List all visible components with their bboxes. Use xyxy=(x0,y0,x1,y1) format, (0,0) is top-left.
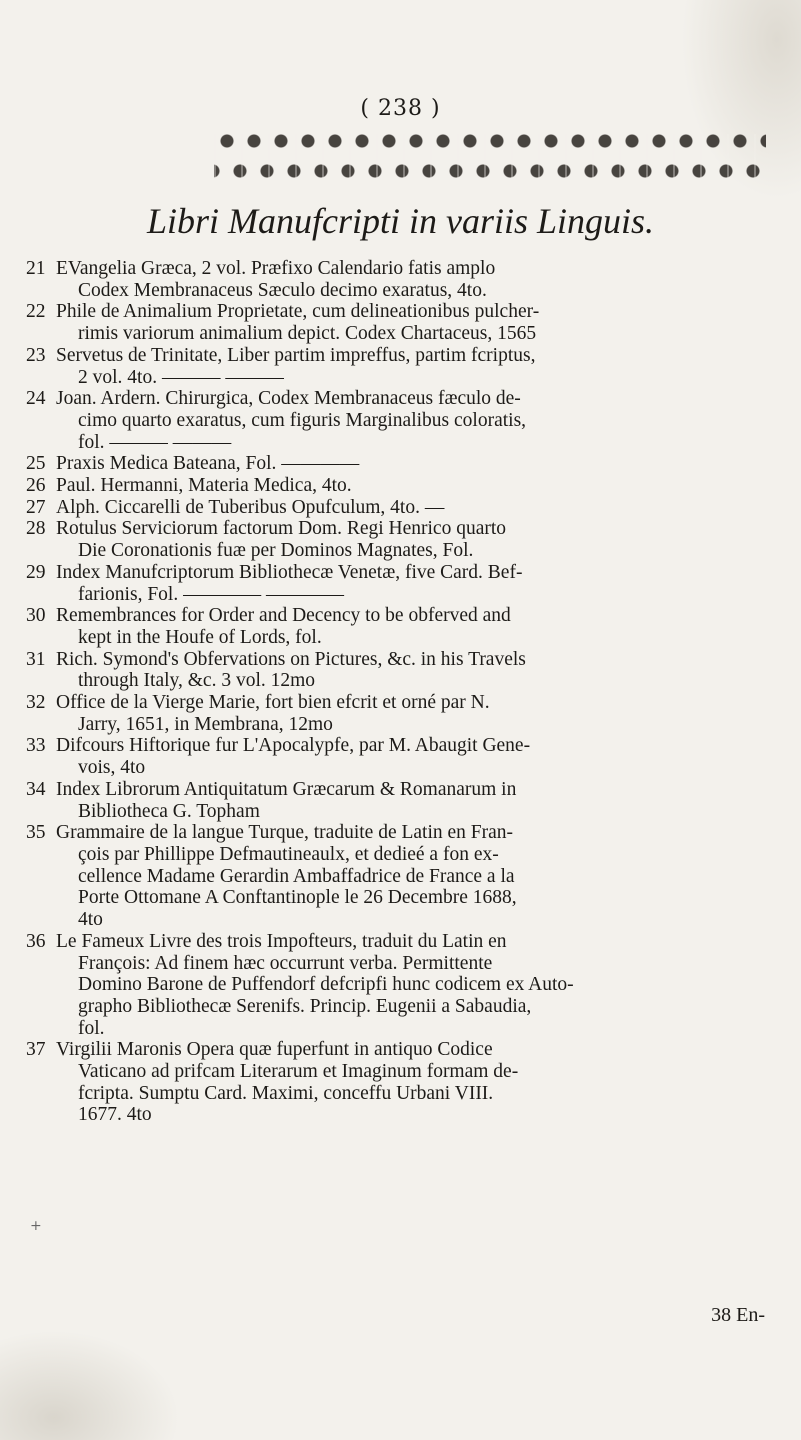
catalogue-entry xyxy=(20,692,792,735)
entry-text xyxy=(56,779,792,822)
entry-text xyxy=(56,735,792,778)
entry-line: through Italy, &c. 3 vol. 12mo xyxy=(78,670,316,692)
entry-line: fol. ——— ——— xyxy=(78,431,232,453)
entry-line: Jarry, 1651, in Membrana, 12mo xyxy=(78,713,333,735)
entry-number: 25 xyxy=(26,453,46,475)
catalogue-entry xyxy=(20,475,792,497)
entry-text xyxy=(56,475,792,497)
catalogue-entry xyxy=(20,605,792,648)
catalogue-entry xyxy=(20,518,792,561)
entry-line: Rotulus Serviciorum factorum Dom. Regi Henrico quarto xyxy=(56,518,507,540)
entry-line: Servetus de Trinitate, Liber partim impreffus, partim fcriptus, xyxy=(56,344,536,366)
entry-line: 1677. 4to xyxy=(78,1104,152,1126)
entry-line: fol. xyxy=(78,1017,105,1039)
entry-line: 4to xyxy=(78,909,103,931)
entry-number: 24 xyxy=(26,388,46,410)
entry-number: 34 xyxy=(26,778,46,800)
entry-text xyxy=(56,301,792,344)
catalogue-entry xyxy=(20,1039,792,1126)
entry-number: 22 xyxy=(26,301,46,323)
entry-line: kept in the Houfe of Lords, fol. xyxy=(78,626,322,648)
entry-line: Rich. Symond's Obfervations on Pictures, &c. in his Travels xyxy=(56,648,526,670)
catalogue-entry xyxy=(20,258,792,301)
entry-line: fcripta. Sumptu Card. Maximi, conceffu Urbani VIII. xyxy=(78,1082,494,1104)
entry-line: Vaticano ad prifcam Literarum et Imaginum formam de- xyxy=(78,1061,519,1083)
entry-line: cellence Madame Gerardin Ambaffadrice de France a la xyxy=(78,865,515,887)
entry-line: Domino Barone de Puffendorf defcripfi hunc codicem ex Auto- xyxy=(78,974,574,996)
catalogue-entry xyxy=(20,453,792,475)
entry-line: grapho Bibliothecæ Serenifs. Princip. Eugenii a Sabaudia, xyxy=(78,995,532,1017)
page-number: ( 238 ) xyxy=(360,96,441,121)
entry-number: 21 xyxy=(26,258,46,279)
entry-line: rimis variorum animalium depict. Codex Chartaceus, 1565 xyxy=(78,323,537,345)
entry-text xyxy=(56,518,792,561)
catalogue-entry xyxy=(20,649,792,692)
catalogue-entry xyxy=(20,497,792,519)
entry-number: 31 xyxy=(26,648,46,670)
catalogue-entry xyxy=(20,735,792,778)
entry-number: 35 xyxy=(26,822,46,844)
entry-text xyxy=(56,258,792,301)
section-title: Libri Manufcripti in variis Linguis. xyxy=(146,201,655,241)
entry-line: Virgilii Maronis Opera quæ fuperfunt in antiquo Codice xyxy=(56,1039,493,1061)
entry-number: 36 xyxy=(26,930,46,952)
entry-number: 26 xyxy=(26,475,46,497)
catalogue-entry xyxy=(20,931,792,1040)
entry-text xyxy=(56,345,792,388)
entry-line: Le Fameux Livre des trois Impofteurs, traduit du Latin en xyxy=(56,930,507,952)
entry-line: farionis, Fol. ———— ———— xyxy=(78,583,344,605)
entry-line: Grammaire de la langue Turque, traduite de Latin en Fran- xyxy=(56,822,514,844)
entry-line: Phile de Animalium Proprietate, cum delineationibus pulcher- xyxy=(56,301,540,323)
entry-number: 28 xyxy=(26,518,46,540)
entry-line: Codex Membranaceus Sæculo decimo exaratus, 4to. xyxy=(78,279,487,301)
entry-number: 30 xyxy=(26,605,46,627)
entry-text xyxy=(56,649,792,692)
entry-text xyxy=(56,562,792,605)
entry-text xyxy=(56,692,792,735)
paper-stain xyxy=(0,1330,180,1440)
catalogue-entry xyxy=(20,345,792,388)
entry-line: EVangelia Græca, 2 vol. Præfixo Calendario fatis amplo xyxy=(56,258,496,279)
entry-line: Porte Ottomane A Conftantinople le 26 Decembre 1688, xyxy=(78,887,517,909)
entry-text xyxy=(56,822,792,931)
margin-mark: + xyxy=(30,1218,42,1234)
entry-number: 27 xyxy=(26,496,46,518)
entry-number: 33 xyxy=(26,735,46,757)
catalogue-entry xyxy=(20,779,792,822)
entry-line: 2 vol. 4to. ——— ——— xyxy=(78,366,284,388)
decorative-border-ornament xyxy=(214,126,766,186)
entry-line: cimo quarto exaratus, cum figuris Marginalibus coloratis, xyxy=(78,409,527,431)
entry-line: Difcours Hiftorique fur L'Apocalypfe, par M. Abaugit Gene- xyxy=(56,735,531,757)
entry-line: çois par Phillippe Defmautineaulx, et dedieé a fon ex- xyxy=(78,843,499,865)
entry-line: Alph. Ciccarelli de Tuberibus Opufculum, 4to. — xyxy=(56,496,445,518)
entry-line: Index Librorum Antiquitatum Græcarum & Romanarum in xyxy=(56,778,517,800)
entry-text xyxy=(56,388,792,453)
entry-line: Office de la Vierge Marie, fort bien efcrit et orné par N. xyxy=(56,692,490,714)
entry-text xyxy=(56,497,792,519)
entry-line: François: Ad finem hæc occurrunt verba. Permittente xyxy=(78,952,493,974)
catalogue-entry xyxy=(20,822,792,931)
entry-line: vois, 4to xyxy=(78,757,146,779)
entry-number: 32 xyxy=(26,692,46,714)
entry-line: Remembrances for Order and Decency to be obferved and xyxy=(56,605,511,627)
catalogue-entry xyxy=(20,562,792,605)
entry-text xyxy=(56,931,792,1040)
entry-text xyxy=(56,1039,792,1126)
entry-number: 29 xyxy=(26,561,46,583)
entry-text xyxy=(56,453,792,475)
catchword: 38 En- xyxy=(711,1304,765,1326)
catalogue-entry xyxy=(20,301,792,344)
catalogue-entries xyxy=(20,258,792,1126)
entry-line: Bibliotheca G. Topham xyxy=(78,800,260,822)
entry-text xyxy=(56,605,792,648)
entry-line: Die Coronationis fuæ per Dominos Magnates, Fol. xyxy=(78,540,474,562)
entry-line: Index Manufcriptorum Bibliothecæ Venetæ, five Card. Bef- xyxy=(56,561,523,583)
catalogue-entry xyxy=(20,388,792,453)
entry-number: 37 xyxy=(26,1039,46,1061)
entry-line: Paul. Hermanni, Materia Medica, 4to. xyxy=(56,475,352,497)
entry-line: Praxis Medica Bateana, Fol. ———— xyxy=(56,453,360,475)
entry-number: 23 xyxy=(26,344,46,366)
entry-line: Joan. Ardern. Chirurgica, Codex Membranaceus fæculo de- xyxy=(56,388,521,410)
